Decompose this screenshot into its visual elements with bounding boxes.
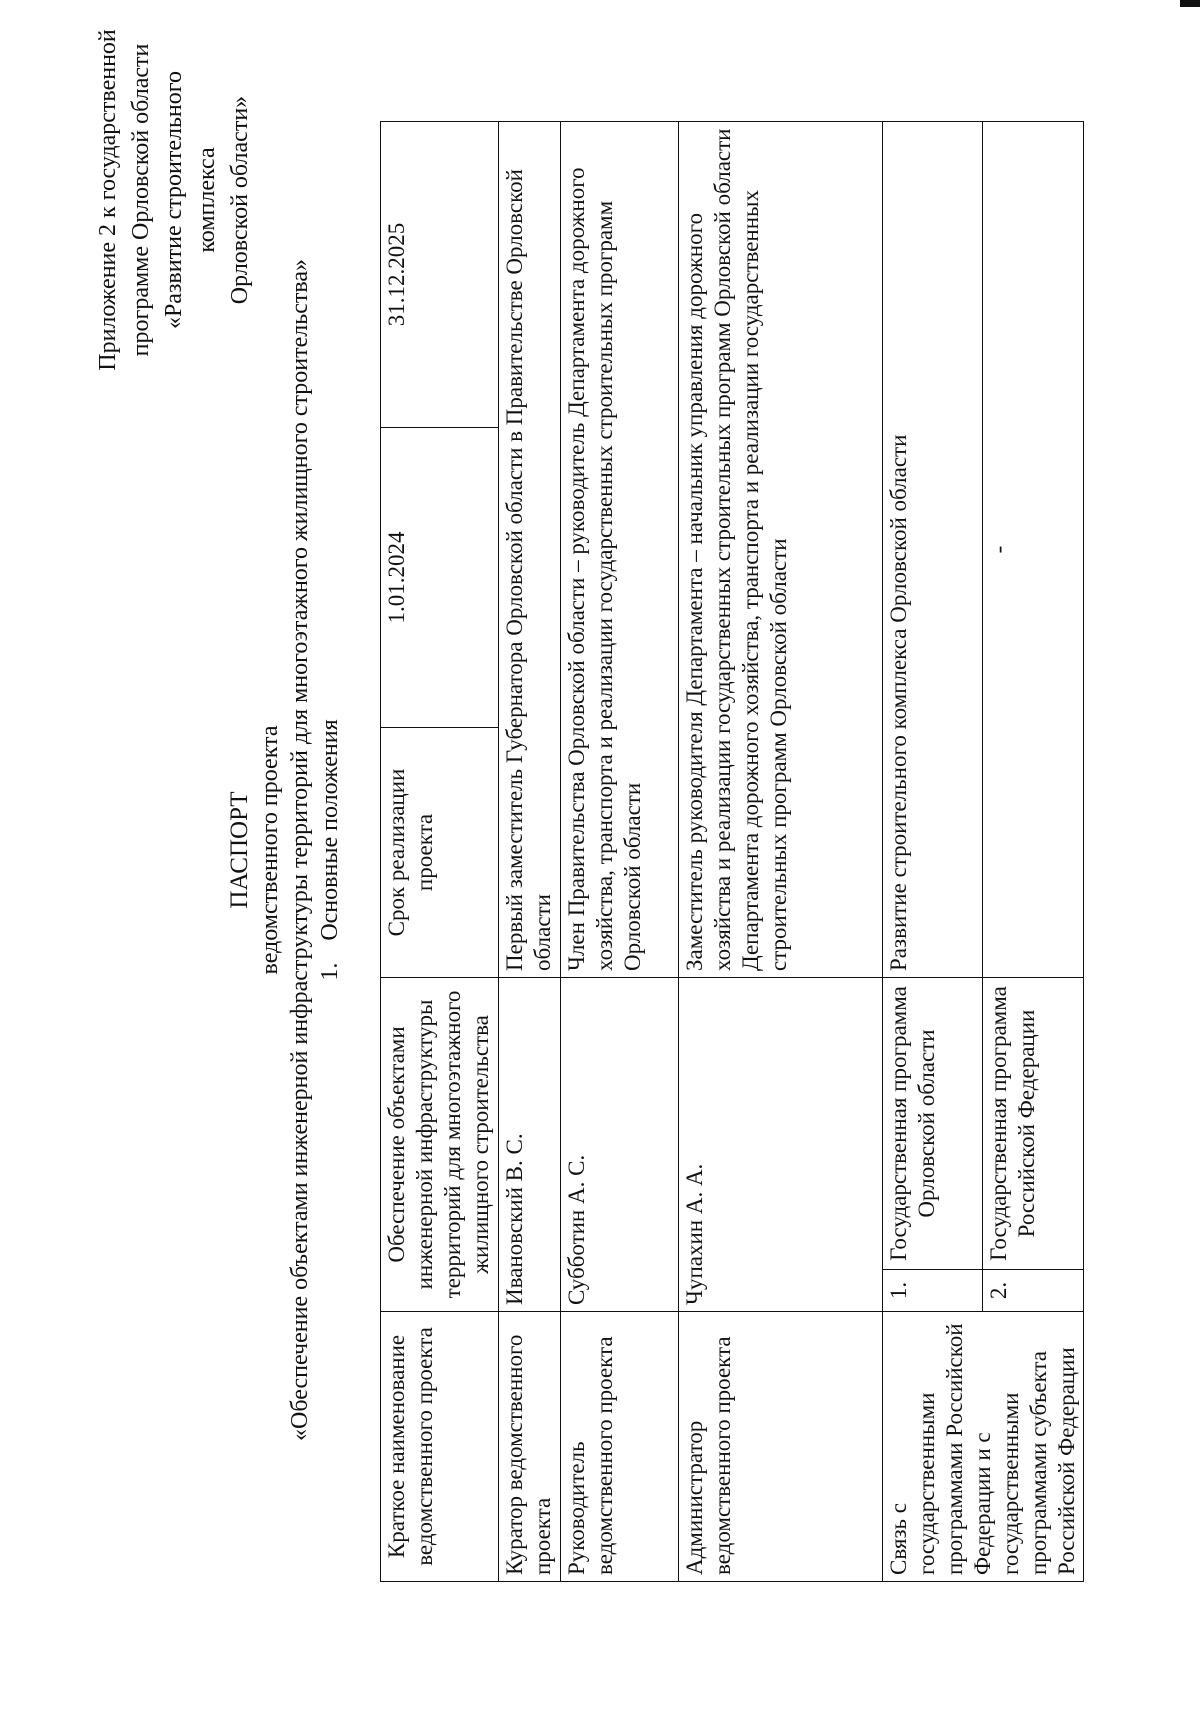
short-name-value: Обеспечение объектами инженерной инфраструктуры территорий для многоэтажного жилищного строительства xyxy=(381,978,499,1312)
short-name-label: Краткое наименование ведомственного проекта xyxy=(381,1312,499,1582)
admin-label: Администратор ведомственного проекта xyxy=(679,1312,883,1582)
section-title: Основные положения xyxy=(317,719,343,941)
head-position: Член Правительства Орловской области – руководитель Департамента дорожного хозяйства, транспорта и реализации государственных строительных программ Орловской области xyxy=(561,122,679,978)
period-label: Срок реализации проекта xyxy=(381,728,499,978)
link-number: 1. xyxy=(883,1270,983,1312)
appendix-line-3: «Развитие строительного комплекса xyxy=(161,70,220,330)
project-name: «Обеспечение объектами инженерной инфраструктуры территорий для многоэтажного жилищного строительства» xyxy=(287,258,313,1442)
link-label: Связь с государственными программами Российской Федерации и с государственными программами субъекта Российской Федерации xyxy=(883,1312,1084,1582)
passport-title: ПАСПОРТ xyxy=(226,791,253,909)
section-heading xyxy=(315,240,345,1460)
appendix-line-1: Приложение 2 к государственной xyxy=(95,29,121,371)
curator-position: Первый заместитель Губернатора Орловской области в Правительстве Орловской области xyxy=(499,122,561,978)
table-row-link-1 xyxy=(883,122,983,1582)
table-row-head xyxy=(561,122,679,1582)
admin-position: Заместитель руководителя Департамента – начальник управления дорожного хозяйства и реализации государственных строительных программ Орловской области Департамента дорожного хозяйства, транспорта и реализации государственных строительных программ Орловской области xyxy=(679,122,883,978)
passport-table xyxy=(380,121,1084,1582)
section-number: 1. xyxy=(317,962,343,981)
table-row-curator xyxy=(499,122,561,1582)
appendix-line-2: программе Орловской области xyxy=(128,43,154,357)
appendix-line-4: Орловской области» xyxy=(227,95,253,305)
passport-subtitle: ведомственного проекта xyxy=(257,725,283,975)
link-value: - xyxy=(982,122,1083,978)
admin-name: Чупахин А. А. xyxy=(679,978,883,1312)
table-row-short-name xyxy=(381,122,499,1582)
head-label: Руководитель ведомственного проекта xyxy=(561,1312,679,1582)
end-date: 31.12.2025 xyxy=(381,122,499,428)
title-block xyxy=(225,240,345,1460)
table-row-admin xyxy=(679,122,883,1582)
link-value: Развитие строительного комплекса Орловской области xyxy=(883,122,983,978)
curator-label: Куратор ведомственного проекта xyxy=(499,1312,561,1582)
curator-name: Ивановский В. С. xyxy=(499,978,561,1312)
link-number: 2. xyxy=(982,1270,1083,1312)
head-name: Субботин А. С. xyxy=(561,978,679,1312)
link-program: Государственная программа Российской Федерации xyxy=(982,978,1083,1270)
start-date: 1.01.2024 xyxy=(381,428,499,728)
link-program: Государственная программа Орловской области xyxy=(883,978,983,1270)
